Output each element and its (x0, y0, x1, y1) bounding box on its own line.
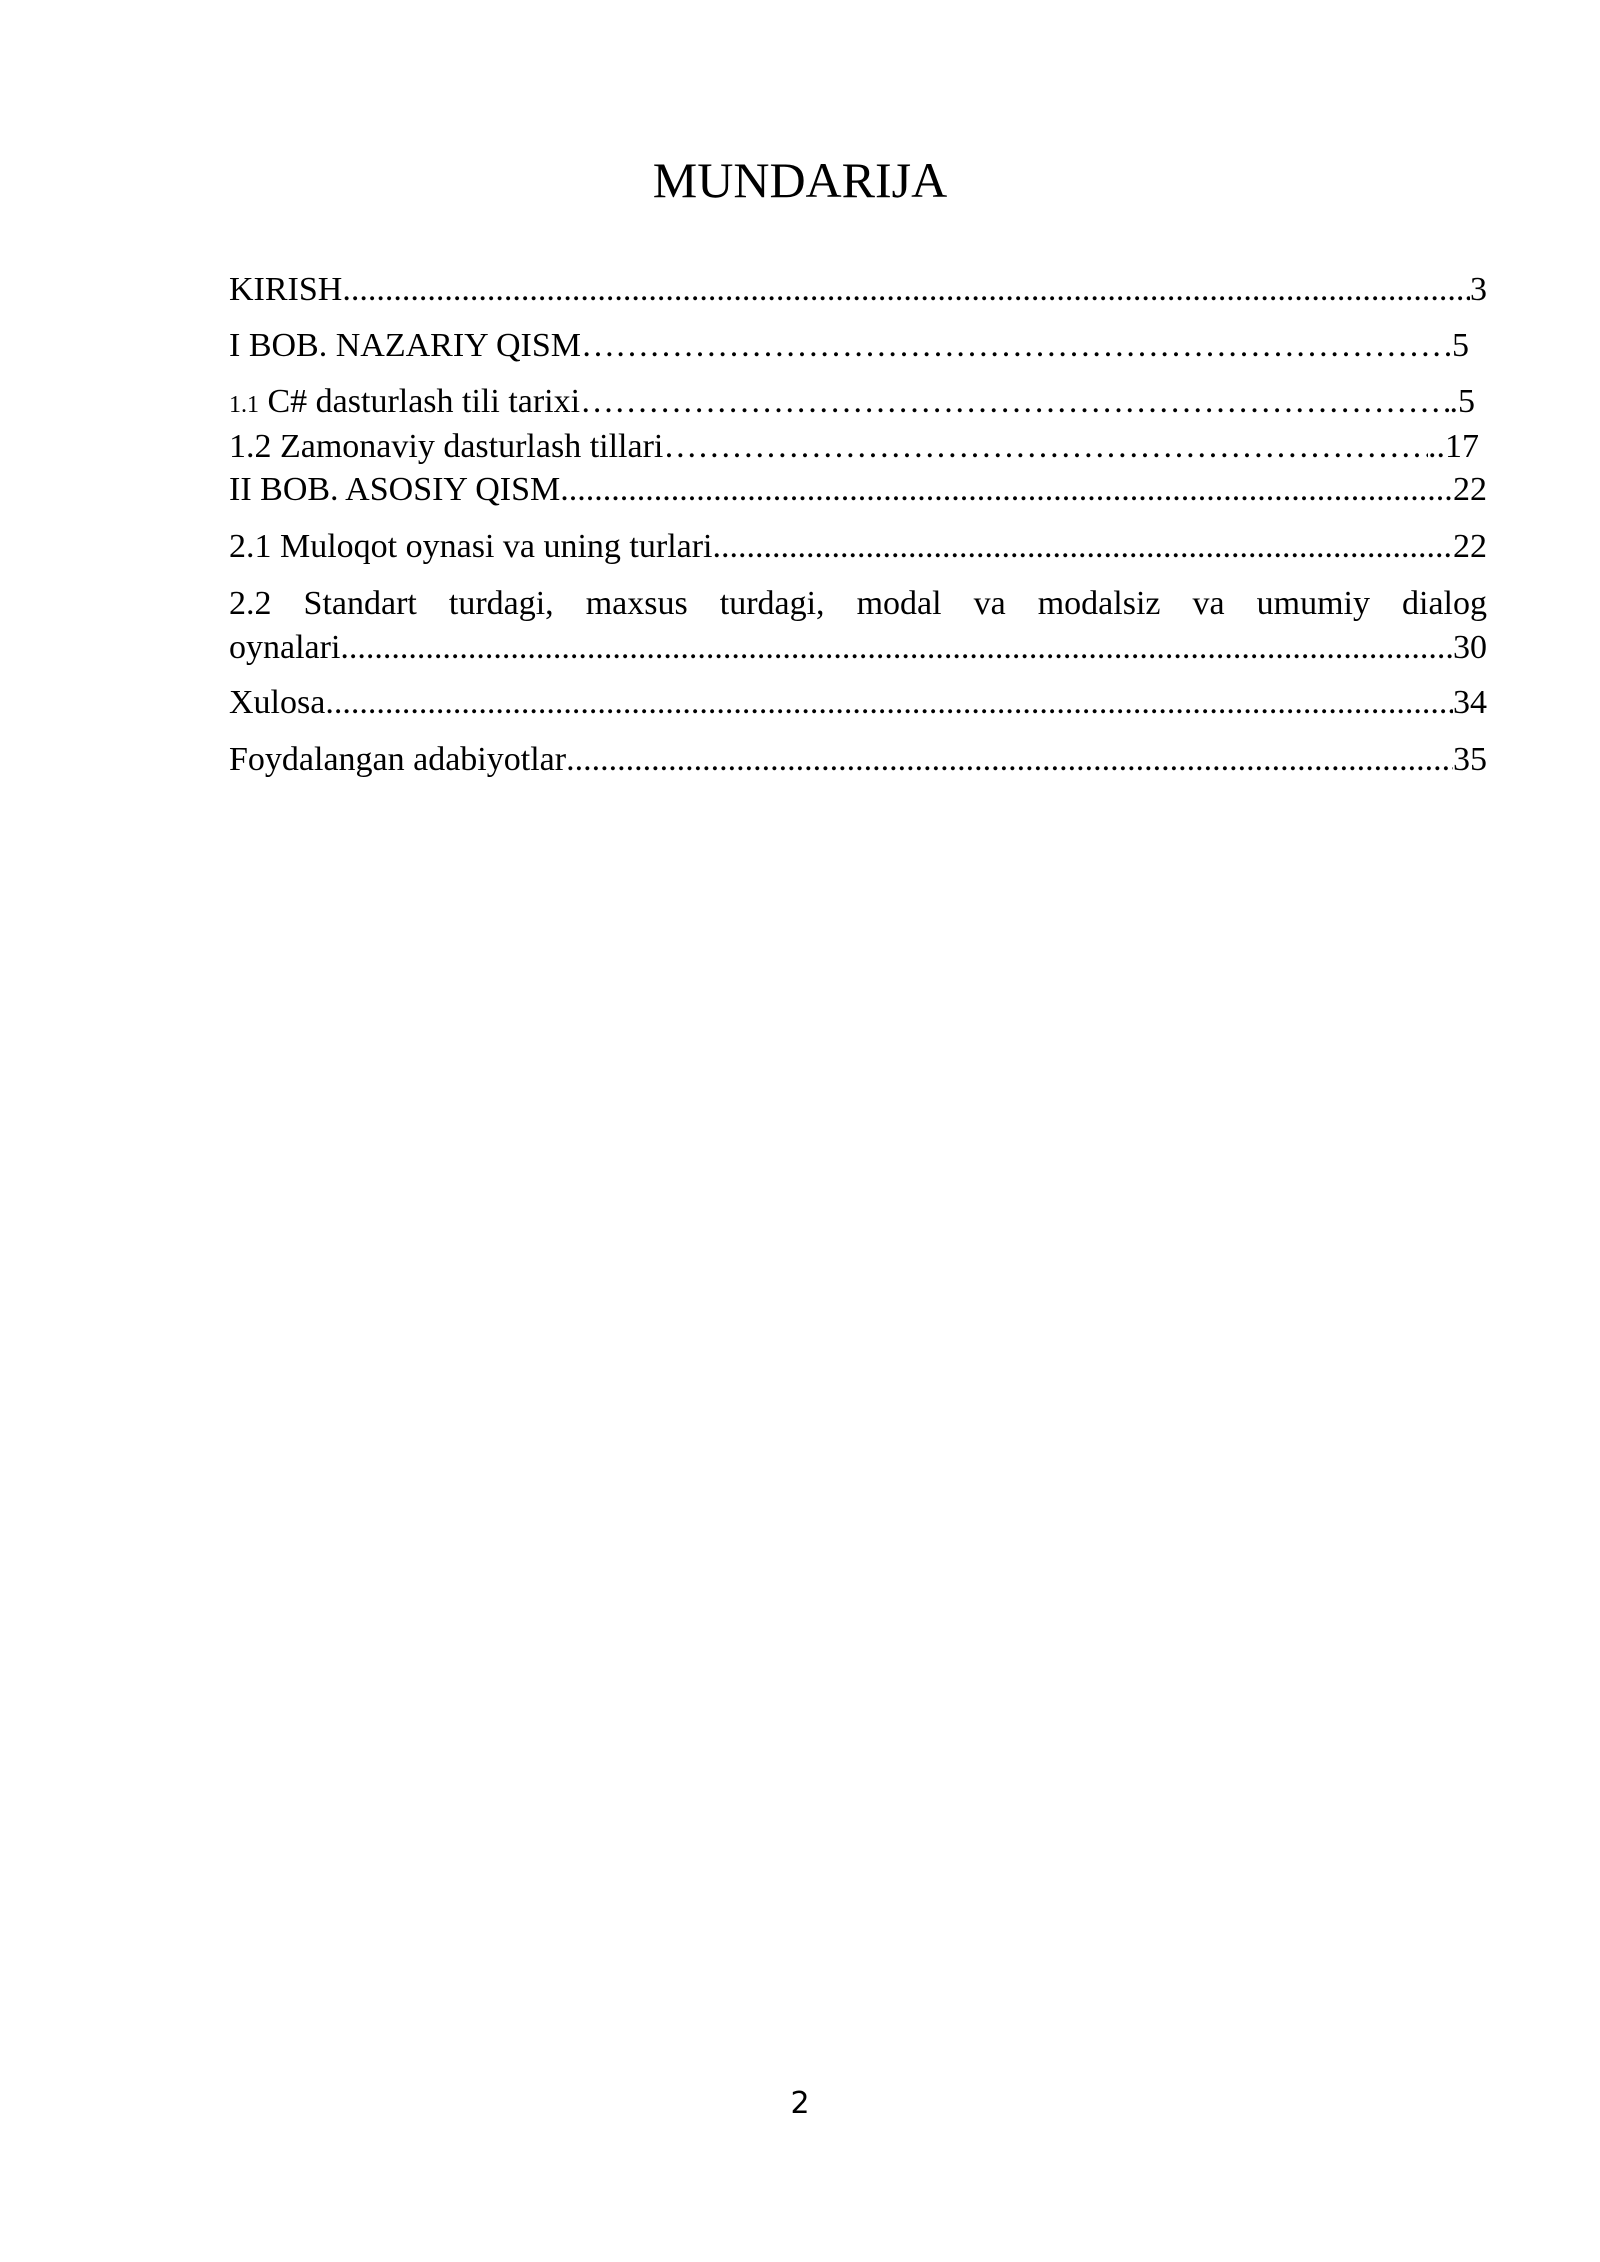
toc-entry-title-text: C# dasturlash tili tarixi (259, 383, 581, 420)
toc-entry-title-line: 2.2 Standart turdagi, maxsus turdagi, modal va modalsiz va umumiy dialog (229, 585, 1487, 622)
toc-entry-adabiyotlar[interactable] (229, 738, 1487, 782)
toc-leader-dots (581, 324, 1452, 368)
toc-leader-dots (580, 380, 1449, 424)
toc-entry-title (229, 380, 580, 427)
toc-entry-2-2[interactable] (229, 582, 1487, 670)
toc-entry-title: Xulosa (229, 684, 326, 721)
toc-leader-dots (340, 626, 1453, 670)
toc-entry-page: 34 (1453, 684, 1487, 721)
page-title: MUNDARIJA (652, 152, 948, 208)
toc-entry-1-2[interactable] (229, 425, 1479, 469)
toc-entry-bob-1[interactable] (229, 324, 1469, 368)
toc-entry-1-1[interactable] (229, 380, 1475, 427)
toc-entry-page: 22 (1453, 471, 1487, 508)
toc-entry-title: I BOB. NAZARIY QISM (229, 327, 581, 364)
toc-entry-page: 35 (1453, 741, 1487, 778)
toc-leader-dots (566, 738, 1453, 782)
toc-entry-kirish[interactable] (229, 268, 1487, 312)
toc-leader-dots (713, 525, 1453, 569)
toc-entry-xulosa[interactable] (229, 681, 1487, 725)
toc-entry-title: 2.1 Muloqot oynasi va uning turlari (229, 528, 713, 565)
toc-entry-title: oynalari (229, 629, 341, 666)
toc-entry-title: Foydalangan adabiyotlar (229, 741, 567, 778)
toc-entry-page: 30 (1453, 629, 1487, 666)
toc-entry-bob-2[interactable] (229, 468, 1487, 512)
toc-entry-title: KIRISH (229, 271, 343, 308)
toc-entry-number: 1.1 (229, 392, 259, 418)
toc-entry-page: ..17 (1428, 428, 1479, 465)
toc-entry-page: .5 (1449, 383, 1475, 420)
page-number: 2 (790, 2086, 810, 2121)
toc-entry-2-1[interactable] (229, 525, 1487, 569)
toc-leader-dots (342, 268, 1470, 312)
toc-entry-title: 1.2 Zamonaviy dasturlash tillari (229, 428, 664, 465)
toc-leader-dots (663, 425, 1428, 469)
toc-entry-page: 5 (1452, 327, 1469, 364)
toc-entry-last-line (229, 626, 1487, 670)
toc-entry-page: 22 (1453, 528, 1487, 565)
toc-leader-dots (325, 681, 1453, 725)
toc-entry-page: 3 (1470, 271, 1487, 308)
toc-leader-dots (560, 468, 1453, 512)
toc-entry-title: II BOB. ASOSIY QISM (229, 471, 561, 508)
